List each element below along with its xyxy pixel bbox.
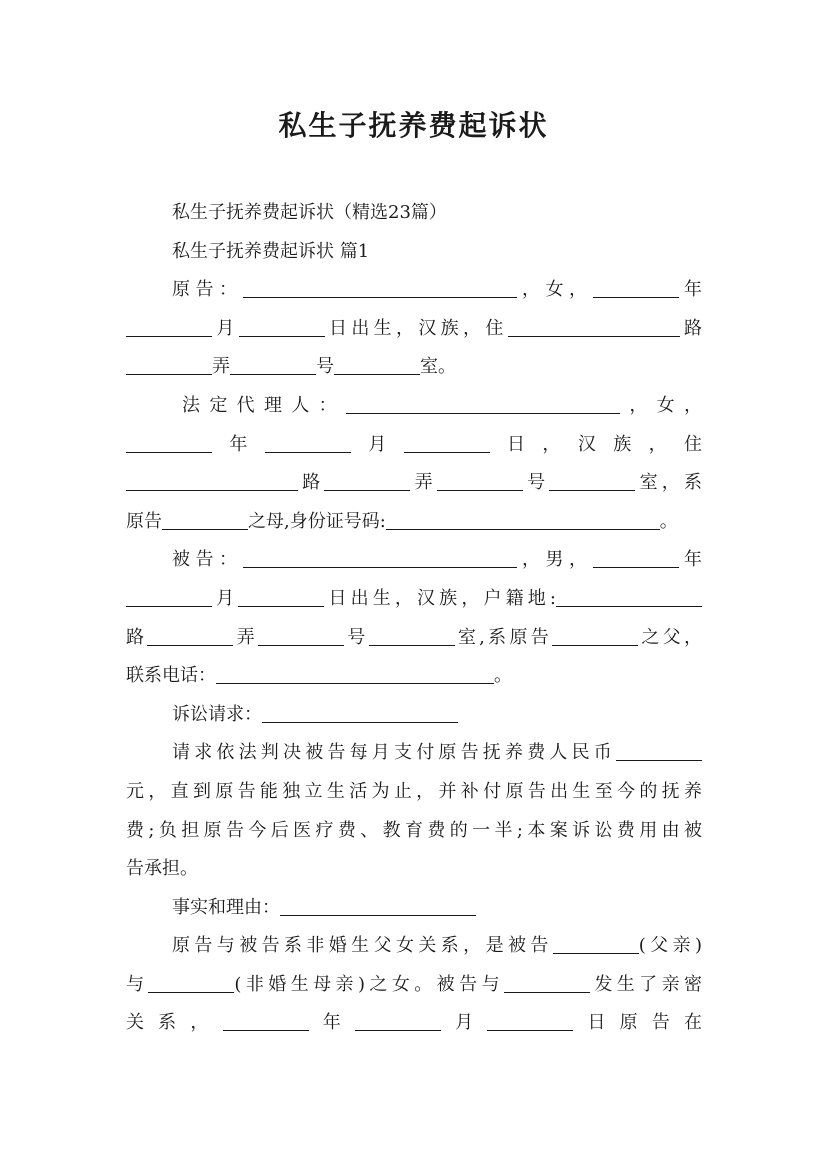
room-blank — [334, 352, 420, 375]
birth-month-blank — [126, 314, 212, 337]
defendant-birth-text: 日出生，汉族，户籍地: — [324, 587, 556, 609]
defendant-name-blank — [243, 545, 517, 568]
claims-heading — [126, 696, 702, 735]
lane-text: 弄 — [212, 356, 230, 378]
guardian-gender-text: ，女， — [620, 394, 702, 416]
guardian-line-4 — [126, 503, 702, 542]
facts-blank — [280, 893, 476, 916]
month-text: 月 — [212, 317, 239, 339]
mother-name-blank — [148, 970, 234, 993]
defendant-road-text: 路 — [126, 626, 148, 648]
number-text: 号 — [316, 356, 334, 378]
road-blank — [508, 314, 680, 337]
claims-blank — [262, 700, 458, 723]
defendant-label: 被告： — [172, 549, 243, 571]
defendant-line-4 — [126, 657, 702, 696]
plaintiff-name-blank — [243, 275, 517, 298]
guardian-road-blank — [126, 468, 298, 491]
road-text: 路 — [679, 317, 703, 339]
phone-label: 联系电话： — [126, 665, 216, 687]
plaintiff-line-3 — [126, 348, 702, 387]
defendant-number-text: 号 — [343, 626, 369, 648]
guardian-line-2 — [126, 426, 702, 465]
plaintiff-ref-blank — [162, 507, 248, 530]
date-day-blank — [487, 1008, 573, 1031]
guardian-month-blank — [265, 430, 351, 453]
defendant-line-1 — [126, 541, 702, 580]
father-text: 之父， — [638, 626, 703, 648]
defendant-line-2 — [126, 580, 702, 619]
room-text: 室。 — [420, 356, 456, 378]
claims-line-2: 元，直到原告能独立生活为止，并补付原告出生至今的抚养 — [126, 780, 702, 802]
date-year-blank — [223, 1008, 309, 1031]
guardian-room-text: 室，系 — [635, 472, 703, 494]
claims-line-4: 告承担。 — [126, 858, 198, 880]
guardian-year-blank — [126, 430, 212, 453]
guardian-road-text: 路 — [298, 472, 325, 494]
guardian-year-text: 年 — [212, 433, 265, 455]
father-paren-text: (父亲) — [638, 935, 703, 957]
id-label: 之母,身份证号码: — [248, 510, 386, 532]
claims-text-1: 请求依法判决被告每月支付原告抚养费人民币 — [172, 742, 616, 764]
defendant-day-blank — [238, 584, 324, 607]
father-ref-blank — [552, 623, 638, 646]
number-blank — [230, 352, 316, 375]
period-text: 。 — [659, 510, 678, 532]
relation-cont-text: 关系， — [126, 1012, 223, 1034]
facts-line-2 — [126, 966, 702, 1005]
date-month-text: 月 — [440, 1012, 488, 1034]
guardian-lane-blank — [324, 468, 410, 491]
section-heading: 私生子抚养费起诉状 篇1 — [172, 240, 370, 262]
guardian-day-blank — [404, 430, 490, 453]
defendant-year-blank — [593, 545, 679, 568]
facts-label: 事实和理由： — [172, 896, 280, 918]
subtitle-line: 私生子抚养费起诉状（精选23篇） — [172, 202, 447, 223]
mother-paren-text: (非婚生母亲)之女。被告与 — [234, 973, 504, 995]
domicile-blank — [556, 584, 702, 607]
claims-line-1 — [126, 734, 702, 773]
defendant-month-blank — [126, 584, 212, 607]
facts-text-1: 原告与被告系非婚生父女关系，是被告 — [172, 935, 553, 957]
date-year-text: 年 — [308, 1012, 355, 1034]
date-month-blank — [355, 1008, 441, 1031]
defendant-year-text: 年 — [678, 549, 702, 571]
defendant-room-text: 室,系原告 — [454, 626, 553, 648]
with-text: 与 — [126, 973, 149, 995]
plaintiff-line-1 — [126, 271, 702, 310]
guardian-month-text: 月 — [350, 433, 404, 455]
defendant-lane-text: 弄 — [233, 626, 258, 648]
document-title: 私生子抚养费起诉状 — [278, 109, 549, 142]
defendant-room-blank — [369, 623, 455, 646]
guardian-lane-text: 弄 — [410, 472, 437, 494]
birth-text: 日出生，汉族，住 — [324, 317, 508, 339]
facts-line-1 — [126, 927, 702, 966]
partner-blank — [504, 970, 590, 993]
birth-year-blank — [593, 275, 679, 298]
guardian-name-blank — [346, 391, 620, 414]
gender-text: ，女， — [516, 279, 593, 301]
lane-blank — [126, 352, 212, 375]
guardian-label: 法定代理人： — [182, 394, 346, 416]
facts-line-3 — [126, 1004, 702, 1043]
guardian-number-text: 号 — [522, 472, 550, 494]
amount-blank — [616, 738, 702, 761]
defendant-gender-text: ，男， — [516, 549, 593, 571]
birth-day-blank — [239, 314, 325, 337]
defendant-line-3 — [126, 619, 702, 658]
guardian-birth-text: 日，汉族，住 — [489, 433, 703, 455]
phone-period-text: 。 — [494, 665, 512, 687]
relation-text: 发生了亲密 — [589, 973, 703, 995]
father-name-blank — [553, 931, 639, 954]
defendant-month-text: 月 — [212, 587, 239, 609]
guardian-line-3 — [126, 464, 702, 503]
guardian-room-blank — [549, 468, 635, 491]
id-number-blank — [386, 507, 660, 530]
claims-line-3: 费;负担原告今后医疗费、教育费的一半;本案诉讼费用由被 — [126, 819, 702, 841]
year-text: 年 — [678, 279, 702, 301]
plaintiff-ref-text: 原告 — [126, 510, 162, 532]
defendant-number-blank — [258, 623, 344, 646]
date-day-text: 日原告在 — [573, 1012, 703, 1034]
claims-label: 诉讼请求： — [172, 703, 262, 725]
facts-heading — [126, 889, 702, 928]
plaintiff-line-2 — [126, 310, 702, 349]
guardian-number-blank — [437, 468, 523, 491]
phone-blank — [216, 661, 494, 684]
plaintiff-label: 原告： — [172, 279, 243, 301]
guardian-line-1 — [126, 387, 702, 426]
defendant-lane-blank — [147, 623, 233, 646]
document-body — [126, 194, 702, 1043]
